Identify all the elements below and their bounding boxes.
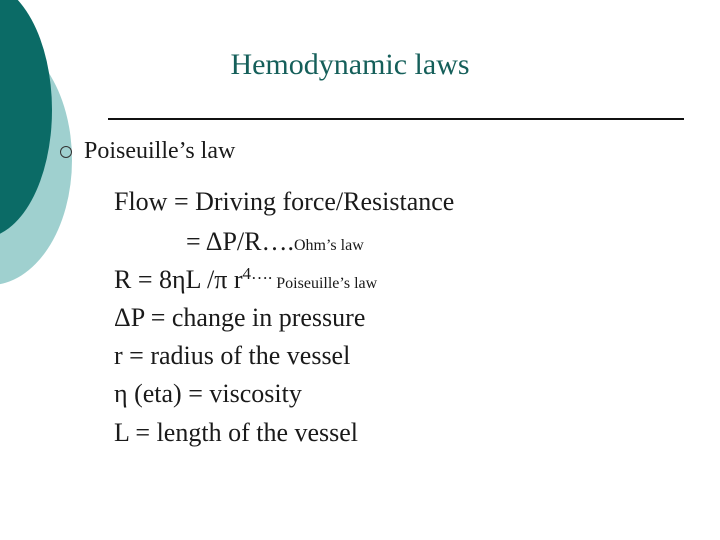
pressure-line: ΔP = change in pressure (114, 303, 366, 332)
bullet-text: Poiseuille’s law (84, 137, 236, 164)
length-line: L = length of the vessel (114, 418, 359, 447)
title-underline (108, 118, 684, 120)
ohm-line (186, 226, 364, 262)
radius-line: r = radius of the vessel (114, 341, 351, 370)
bullet-item (60, 135, 235, 167)
poiseuille-note: Poiseuille’s law (272, 275, 378, 292)
resistance-exponent: 4…. (242, 264, 273, 283)
resistance-line (114, 264, 377, 300)
flow-line: Flow = Driving force/Resistance (114, 187, 455, 216)
ohm-note: Ohm’s law (293, 237, 364, 254)
slide-title: Hemodynamic laws (230, 48, 470, 81)
ohm-equation: = ΔP/R…. (186, 227, 294, 256)
bullet-ring-icon (60, 146, 72, 158)
resistance-equation: R = 8ηL /π r (114, 265, 243, 294)
viscosity-line: η (eta) = viscosity (114, 379, 302, 408)
